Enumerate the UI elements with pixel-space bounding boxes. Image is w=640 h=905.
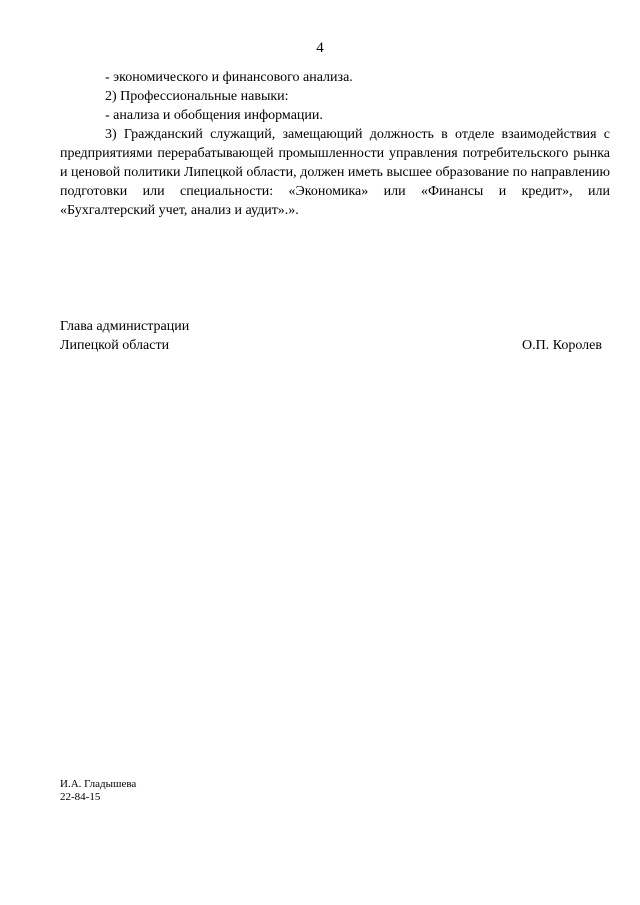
executor-footer (60, 778, 136, 804)
signature-position-line2: Липецкой области (60, 338, 170, 353)
document-body (60, 68, 610, 220)
body-line-economic-analysis: - экономического и финансового анализа. (105, 70, 353, 85)
signature-row (60, 336, 602, 355)
body-line-information-analysis: - анализа и обобщения информации. (105, 108, 323, 123)
body-paragraph-education-requirement: 3) Гражданский служащий, замещающий должность в отделе взаимодействия с предприятиями перерабатывающей промышленности управления потребительского рынка и ценовой политики Липецкой области, должен иметь высшее образование по направлению подготовки или специальности: «Экономика» или «Финансы и кредит», или «Бухгалтерский учет, анализ и аудит».». (60, 127, 610, 218)
page-number: 4 (316, 40, 324, 56)
signature-name: О.П. Королев (522, 338, 602, 353)
signature-block (60, 317, 602, 355)
body-line-professional-skills: 2) Профессиональные навыки: (105, 89, 289, 104)
executor-phone: 22-84-15 (60, 791, 101, 803)
executor-name: И.А. Гладышева (60, 778, 137, 790)
signature-position-line1: Глава администрации (60, 319, 190, 334)
